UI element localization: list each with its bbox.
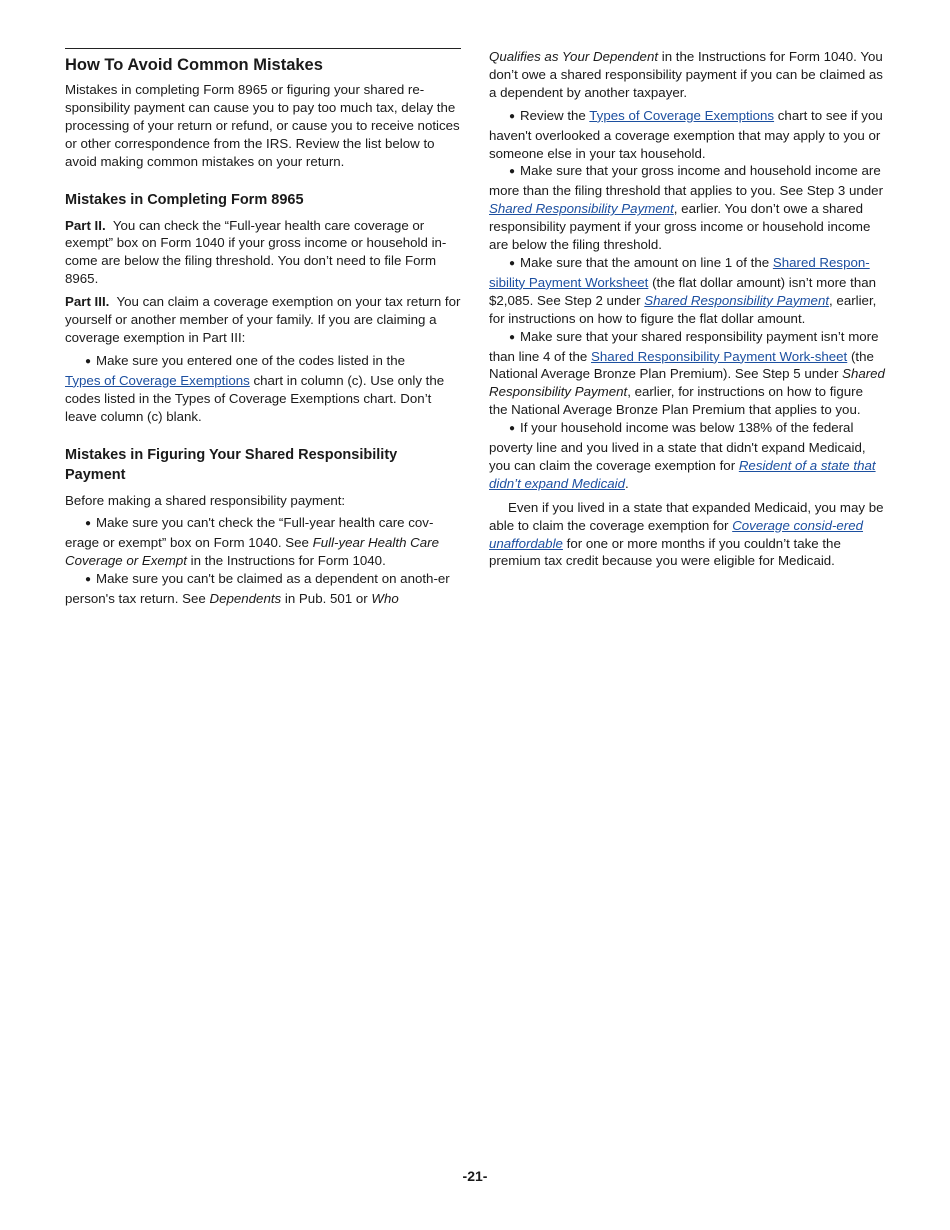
worksheet-link[interactable]: Shared Respon-sibility Payment Worksheet (489, 254, 870, 290)
part3-label: Part III. (65, 294, 110, 310)
bullet-bronze-premium (489, 328, 885, 420)
worksheet-link[interactable]: Shared Responsibility Payment Work-sheet (591, 348, 848, 364)
before-paragraph: Before making a shared responsibility payment: (65, 492, 346, 508)
bullet-text: (the National Average Bronze Plan Premium). See Step 5 under (489, 348, 874, 382)
bullet-text: in Pub. 501 or (284, 591, 368, 607)
resident-state-link[interactable]: Resident of a state that didn’t expand Medicaid (489, 457, 876, 491)
bullet-review-exemptions (489, 107, 885, 163)
bullet-flat-dollar (489, 254, 885, 328)
bullet-text: , earlier, for instructions on how to figure the National Average Bronze Plan Premium that applies to you. (489, 384, 863, 418)
section-divider (65, 48, 461, 49)
italic-ref: Full-year Health Care Coverage or Exempt (65, 535, 439, 569)
bullet-text: If your household income was below 138% of the federal poverty line and you lived in a state that didn't expand Medicaid, you can claim the coverage exemption for (489, 420, 866, 473)
bullet-text: . (625, 475, 629, 491)
bullet-text: Make sure you can't check the “Full-year health care cov-erage or exempt” box on Form 1040. See (65, 515, 434, 551)
italic-ref: Qualifies as Your Dependent (489, 49, 659, 64)
section-heading: How To Avoid Common Mistakes (65, 56, 323, 74)
part3-paragraph (65, 293, 461, 347)
bullet-filing-threshold (489, 162, 885, 254)
paragraph-text: for one or more months if you couldn’t take the premium tax credit because you were eligible for Medicaid. (489, 535, 841, 569)
paragraph-text: Even if you lived in a state that expanded Medicaid, you may be able to claim the coverage exemption for (489, 499, 884, 533)
bullet-text: Make sure you can't be claimed as a dependent on anoth-er person's tax return. See (65, 571, 450, 607)
bullet-text: , earlier. You don’t owe a shared responsibility payment if your gross income or household income are below the filing threshold. (489, 201, 871, 253)
bullet-text: chart to see if you haven't overlooked a coverage exemption that may apply to you or someone else in your tax household. (489, 107, 883, 161)
types-of-coverage-exemptions-link[interactable]: Types of Coverage Exemptions (589, 107, 775, 123)
bullet-text: Make sure that your gross income and household income are more than the filing threshold that applies to you. See Step 3 under (489, 163, 883, 199)
bullet-medicaid (489, 419, 885, 493)
continued-paragraph (489, 48, 885, 102)
figuring-heading: Mistakes in Figuring Your Shared Responsibility Payment (65, 446, 398, 483)
italic-ref: Shared Responsibility Payment (489, 366, 885, 400)
bullet-text: , earlier, for instructions on how to figure the flat dollar amount. (489, 292, 877, 326)
italic-ref: Dependents (209, 591, 282, 607)
part2-paragraph (65, 217, 461, 289)
bullet-text: (the flat dollar amount) isn’t more than $2,085. See Step 2 under (489, 274, 877, 308)
shared-responsibility-payment-link[interactable]: Shared Responsibility Payment (489, 201, 674, 217)
bullet-text: Make sure you entered one of the codes listed in the (96, 352, 406, 368)
bullet-text: Make sure that your shared responsibility payment isn’t more than line 4 of the (489, 328, 879, 364)
shared-responsibility-payment-link[interactable]: Shared Responsibility Payment (644, 292, 830, 308)
page-number: -21- (462, 1168, 488, 1184)
bullet-text: Make sure that the amount on line 1 of the (520, 254, 770, 270)
bullet-text: Review the (520, 107, 586, 123)
intro-paragraph: Mistakes in completing Form 8965 or figuring your shared re-sponsibility payment can cause you to pay too much tax, delay the processing of your return or refund, or cause you to receive notices or other correspondence from the IRS. Review the list below to avoid making common mistakes on your return. (65, 82, 460, 169)
paragraph-text: in the Instructions for Form 1040. You don’t owe a shared responsibility payment if you can be claimed as a dependent by another taxpayer. (489, 49, 883, 100)
expanded-medicaid-paragraph (489, 499, 885, 571)
bullet-entered-codes (65, 352, 461, 426)
types-of-coverage-exemptions-link[interactable]: Types of Coverage Exemptions (65, 372, 250, 388)
bullet-text: in the Instructions for Form 1040. (190, 553, 386, 569)
bullet-full-year (65, 514, 461, 570)
right-column (489, 48, 885, 575)
bullet-dependent (65, 570, 461, 608)
part2-label: Part II. (65, 217, 106, 233)
italic-ref: Who (371, 591, 399, 607)
part2-text: You can check the “Full-year health care coverage or exempt” box on Form 1040 if your gross income or household in-come are below the filing threshold. You don’t need to file Form 8965. (65, 217, 447, 287)
bullet-text: chart in column (c). Use only the codes listed in the Types of Coverage Exemptions chart. Don’t leave column (c) blank. (65, 372, 445, 424)
left-column (65, 48, 461, 608)
coverage-unaffordable-link[interactable]: Coverage consid-ered unaffordable (489, 517, 864, 551)
part3-text: You can claim a coverage exemption on your tax return for yourself or another member of your family. If you are claiming a coverage exemption in Part III: (65, 294, 461, 345)
completing-heading: Mistakes in Completing Form 8965 (65, 191, 304, 208)
